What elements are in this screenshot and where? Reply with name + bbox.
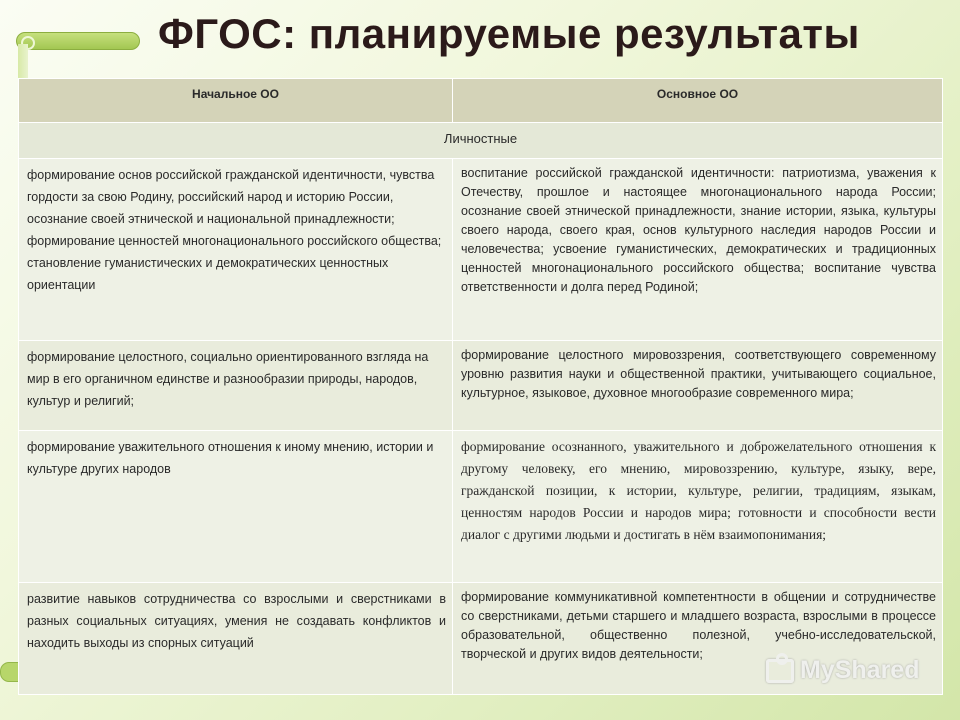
results-table bbox=[18, 78, 943, 695]
cell-text: формирование уважительного отношения к иному мнению, истории и культуре других народов bbox=[27, 440, 434, 476]
table-row bbox=[19, 159, 943, 341]
cell-basic bbox=[453, 431, 943, 583]
cell-primary bbox=[19, 583, 453, 695]
slide-title: ФГОС: планируемые результаты bbox=[158, 10, 860, 57]
cell-text: воспитание российской гражданской идентичности: патриотизма, уважения к Отечеству, прошлое и настоящее многонационального народа России; осознание своей этнической принадлежности, знание истории, языка, культуры своего народа, своего края, основ культурного наследия народов России и человечества; усвоение гуманистических, демократических и традиционных ценностей многонационального российского общества; воспитание чувства ответственности и долга перед Родиной; bbox=[461, 166, 936, 294]
watermark-text: MyShared bbox=[800, 656, 920, 684]
cell-text: формирование основ российской гражданской идентичности, чувства гордости за свою Родину, российский народ и историю России, осознание своей этнической и национальной принадлежности; формирование ценностей многонационального российского общества; становление гуманистических и демократических ценностных ориентации bbox=[27, 168, 442, 292]
table-row bbox=[19, 341, 943, 431]
column-header-primary: Начальное ОО bbox=[19, 79, 453, 123]
cell-basic bbox=[453, 159, 943, 341]
cell-primary bbox=[19, 159, 453, 341]
cell-text: формирование коммуникативной компетентности в общении и сотрудничестве со сверстниками, детьми старшего и младшего возраста, взрослыми в процессе образовательной, общественно полезной, учебно-исследовательской, творческой и других видов деятельности; bbox=[461, 590, 936, 661]
cell-primary bbox=[19, 431, 453, 583]
cell-text: формирование целостного, социально ориентированного взгляда на мир в его органичном единстве и разнообразии природы, народов, культур и религий; bbox=[27, 350, 429, 408]
presentation-icon bbox=[766, 659, 794, 683]
table-header-row bbox=[19, 79, 943, 123]
cell-primary bbox=[19, 341, 453, 431]
cell-text: формирование целостного мировоззрения, соответствующего современному уровню развития науки и общественной практики, учитывающего социальное, культурное, языковое, духовное многообразие современного мира; bbox=[461, 348, 936, 400]
cell-text: формирование осознанного, уважительного и доброжелательного отношения к другому человеку, его мнению, мировоззрению, культуре, языку, вере, гражданской позиции, к истории, культуре, религии, традициям, языкам, ценностям народов России и народов мира; готовности и способности вести диалог с другими людьми и достигать в нём взаимопонимания; bbox=[461, 439, 936, 542]
section-row bbox=[19, 123, 943, 159]
section-title: Личностные bbox=[19, 123, 943, 159]
scroll-decoration-top bbox=[16, 32, 140, 50]
column-header-basic: Основное ОО bbox=[453, 79, 943, 123]
cell-text: развитие навыков сотрудничества со взрослыми и сверстниками в разных социальных ситуациях, умения не создавать конфликтов и находить выходы из спорных ситуаций bbox=[27, 592, 446, 650]
cell-basic bbox=[453, 341, 943, 431]
table-row bbox=[19, 431, 943, 583]
watermark bbox=[766, 656, 919, 685]
